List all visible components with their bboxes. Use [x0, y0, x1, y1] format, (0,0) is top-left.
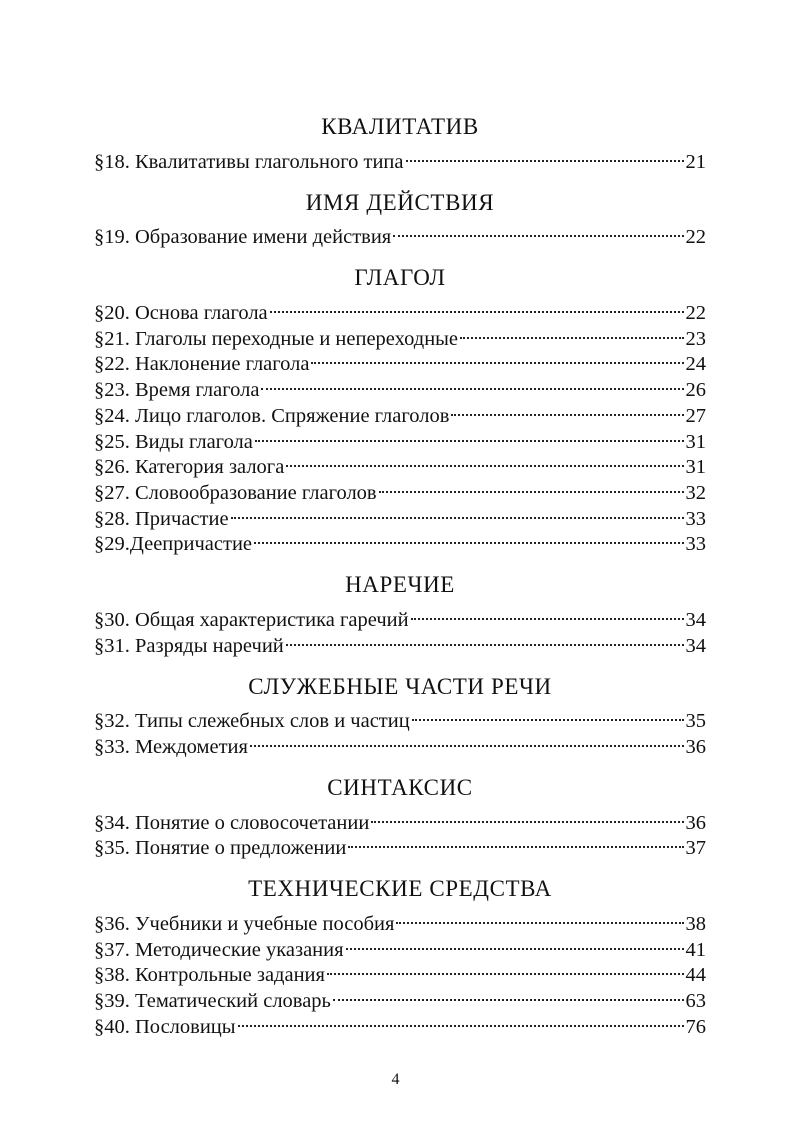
- dot-leader: [346, 930, 684, 956]
- entry-label: §34. Понятие о словосочетании: [94, 811, 370, 834]
- dot-leader: [451, 396, 683, 422]
- entry-label: §33. Междометия: [94, 736, 248, 758]
- entry-page-number: 31: [685, 430, 706, 453]
- toc-entry[interactable]: [94, 904, 706, 936]
- toc-section: [94, 265, 706, 556]
- dot-leader: [255, 422, 684, 448]
- toc-entry[interactable]: [94, 218, 706, 249]
- entry-page-number: 36: [685, 736, 706, 758]
- entry-page-number: 35: [685, 710, 706, 733]
- entry-page-number: 21: [685, 150, 706, 173]
- toc-entry[interactable]: [94, 702, 706, 733]
- entry-label: §27. Словообразование глаголов: [94, 481, 377, 504]
- toc-section: [94, 775, 706, 860]
- entry-page-number: 33: [685, 533, 706, 556]
- toc-entry[interactable]: [94, 600, 706, 631]
- entry-label: §39. Тематический словарь: [94, 990, 331, 1013]
- entry-label: §19. Образование имени действия: [94, 226, 392, 249]
- entry-page-number: 34: [685, 608, 706, 631]
- entry-page-number: 38: [685, 913, 706, 936]
- entry-label: §31. Разряды наречий: [94, 634, 284, 657]
- entry-label: §29.Деепричастие: [94, 533, 253, 556]
- entry-label: §37. Методические указания: [94, 938, 344, 961]
- dot-leader: [406, 142, 684, 168]
- dot-leader: [412, 702, 684, 728]
- dot-leader: [379, 473, 684, 499]
- section-title: КВАЛИТАТИВ: [321, 114, 479, 139]
- table-of-contents: [94, 92, 706, 1038]
- entry-page-number: 22: [685, 302, 706, 325]
- section-title: ТЕХНИЧЕСКИЕ СРЕДСТВА: [248, 876, 552, 902]
- entry-page-number: 22: [685, 226, 706, 249]
- dot-leader: [311, 345, 683, 371]
- dot-leader: [250, 727, 684, 753]
- dot-leader: [261, 370, 683, 396]
- dot-leader: [254, 525, 683, 551]
- entry-label: §23. Время глагола: [94, 379, 260, 402]
- entry-label: §26. Категория залога: [94, 456, 285, 479]
- toc-section: [94, 189, 706, 249]
- entry-label: §22. Наклонение глагола: [94, 353, 310, 376]
- entry-page-number: 44: [685, 964, 706, 987]
- entry-page-number: 41: [685, 938, 706, 961]
- dot-leader: [348, 829, 683, 855]
- entry-label: §38. Контрольные задания: [94, 964, 325, 987]
- entry-label: §21. Глаголы переходные и непереходные: [94, 327, 459, 350]
- entry-label: §40. Пословицы: [94, 1015, 236, 1038]
- entry-page-number: 32: [685, 481, 706, 504]
- dot-leader: [411, 600, 684, 626]
- dot-leader: [371, 803, 683, 829]
- entry-page-number: 27: [685, 404, 706, 427]
- entry-label: §28. Причастие: [94, 507, 229, 530]
- entry-label: §30. Общая характеристика гаречий: [94, 608, 409, 631]
- toc-section: [94, 114, 706, 173]
- toc-section: [94, 673, 706, 758]
- section-title: СЛУЖЕБНЫЕ ЧАСТИ РЕЧИ: [248, 673, 552, 699]
- section-title: СИНТАКСИС: [327, 775, 473, 800]
- entry-label: §32. Типы слежебных слов и частиц: [94, 710, 410, 733]
- entry-label: §18. Квалитативы глагольного типа: [94, 150, 404, 173]
- dot-leader: [286, 448, 683, 474]
- entry-label: §35. Понятие о предложении: [94, 837, 347, 860]
- entry-page-number: 63: [685, 990, 706, 1013]
- entry-page-number: 23: [685, 327, 706, 350]
- toc-section: [94, 572, 706, 657]
- dot-leader: [396, 904, 683, 930]
- toc-section: [94, 876, 706, 1038]
- entry-label: §20. Основа глагола: [94, 302, 268, 325]
- dot-leader: [393, 218, 683, 244]
- entry-label: §24. Лицо глаголов. Спряжение глаголов: [94, 404, 450, 427]
- section-title: НАРЕЧИЕ: [345, 572, 455, 598]
- toc-entry[interactable]: [94, 803, 706, 834]
- dot-leader: [270, 293, 684, 319]
- entry-page-number: 34: [685, 634, 706, 657]
- page-number: 4: [391, 1071, 400, 1088]
- dot-leader: [333, 981, 684, 1007]
- entry-page-number: 26: [685, 379, 706, 402]
- toc-entry[interactable]: [94, 142, 706, 173]
- dot-leader: [231, 499, 684, 525]
- entry-page-number: 76: [685, 1015, 706, 1038]
- entry-page-number: 37: [685, 837, 706, 860]
- dot-leader: [460, 319, 683, 345]
- section-title: ИМЯ ДЕЙСТВИЯ: [305, 189, 495, 215]
- entry-page-number: 24: [685, 353, 706, 376]
- entry-label: §36. Учебники и учебные пособия: [94, 913, 395, 936]
- entry-page-number: 31: [685, 456, 706, 479]
- entry-page-number: 33: [685, 507, 706, 530]
- dot-leader: [238, 1007, 684, 1033]
- dot-leader: [286, 626, 684, 652]
- toc-entry[interactable]: [94, 293, 706, 325]
- entry-label: §25. Виды глагола: [94, 430, 253, 453]
- dot-leader: [327, 956, 684, 982]
- entry-page-number: 36: [685, 811, 706, 834]
- section-title: ГЛАГОЛ: [354, 265, 446, 291]
